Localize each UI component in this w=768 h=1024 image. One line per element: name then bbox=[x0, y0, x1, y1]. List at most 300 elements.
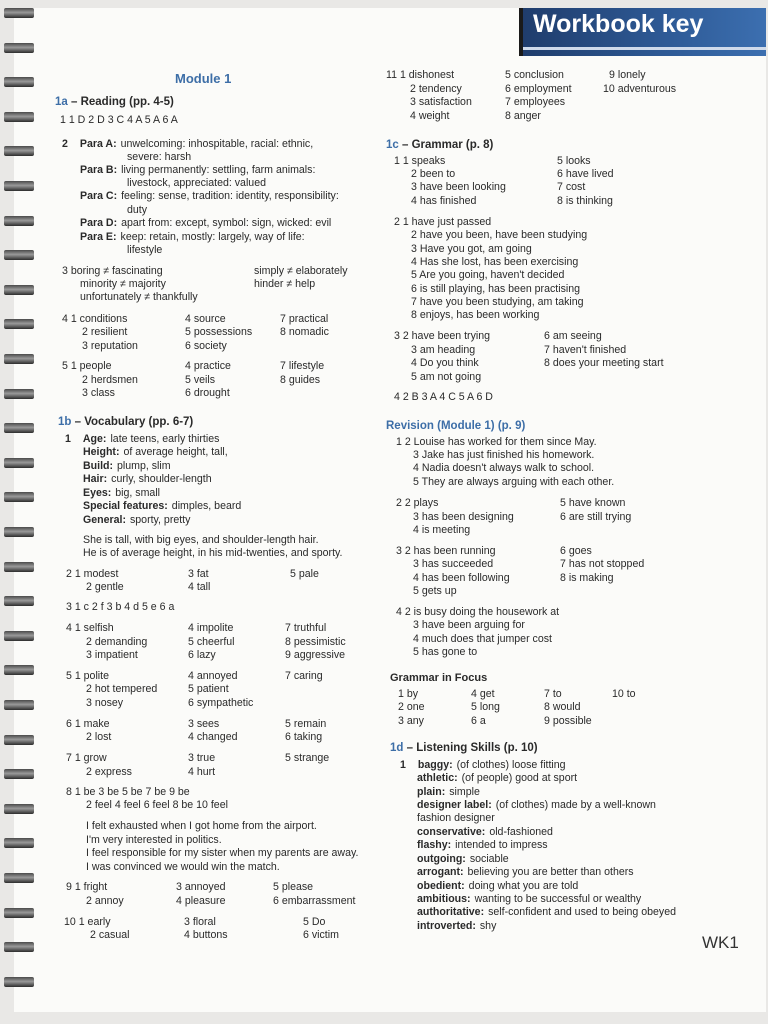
answer-line bbox=[80, 164, 315, 178]
answer-text: wanting to be successful or wealthy bbox=[474, 893, 642, 905]
answer-line bbox=[413, 524, 470, 538]
answer-line bbox=[417, 906, 676, 920]
answer-line bbox=[90, 929, 129, 943]
answer-line bbox=[66, 718, 110, 732]
answer-text: minority ≠ majority bbox=[80, 278, 166, 290]
answer-label: Special features: bbox=[83, 500, 168, 512]
section-heading bbox=[58, 416, 193, 430]
answer-label: ambitious: bbox=[417, 893, 471, 905]
section-title: – Listening Skills (p. 10) bbox=[403, 742, 538, 754]
answer-line bbox=[66, 670, 109, 684]
answer-line bbox=[176, 895, 225, 909]
answer-text: 5 long bbox=[471, 701, 500, 713]
answer-text: 5 has gone to bbox=[413, 646, 478, 658]
answer-text: 10 1 early bbox=[64, 916, 111, 928]
answer-text: 6 have lived bbox=[557, 168, 614, 180]
answer-text: 4 2 B 3 A 4 C 5 A 6 D bbox=[394, 391, 493, 403]
answer-line bbox=[80, 217, 331, 231]
answer-text: feeling: sense, tradition: identity, responsibility: bbox=[121, 190, 339, 202]
answer-line bbox=[471, 688, 495, 702]
answer-line bbox=[127, 244, 162, 258]
answer-label: flashy: bbox=[417, 839, 452, 851]
answer-text: 4 is meeting bbox=[413, 524, 471, 536]
section-heading bbox=[55, 96, 174, 110]
answer-line bbox=[560, 545, 592, 559]
spiral-coil bbox=[4, 700, 34, 710]
answer-text: 4 source bbox=[185, 313, 226, 325]
answer-text: 2 hot tempered bbox=[86, 683, 158, 695]
answer-text: late teens, early thirties bbox=[110, 433, 220, 445]
answer-text: big, small bbox=[115, 487, 161, 499]
answer-text: 5 have known bbox=[560, 497, 626, 509]
answer-text: 3 class bbox=[82, 387, 115, 399]
answer-text: 4 Nadia doesn't always walk to school. bbox=[413, 462, 595, 474]
answer-text: 7 practical bbox=[280, 313, 329, 325]
answer-text: 4 changed bbox=[188, 731, 238, 743]
answer-label: arrogant: bbox=[417, 866, 464, 878]
answer-text: 10 adventurous bbox=[603, 83, 677, 95]
answer-label: authoritative: bbox=[417, 906, 485, 918]
spiral-coil bbox=[4, 458, 34, 468]
answer-label: Age: bbox=[82, 433, 107, 445]
answer-text: 3 am heading bbox=[411, 344, 476, 356]
answer-text: 6 1 make bbox=[66, 718, 110, 730]
answer-text: curly, shoulder-length bbox=[111, 473, 212, 485]
answer-text: 4 buttons bbox=[184, 929, 228, 941]
answer-text: sociable bbox=[469, 853, 509, 865]
spiral-coil bbox=[4, 665, 34, 675]
answer-text: plump, slim bbox=[117, 460, 171, 472]
answer-line bbox=[127, 151, 191, 165]
answer-line bbox=[557, 168, 614, 182]
answer-line bbox=[285, 752, 329, 766]
answer-text: 3 1 c 2 f 3 b 4 d 5 e 6 a bbox=[66, 601, 175, 613]
answer-line bbox=[505, 69, 564, 83]
answer-text: 2 have you been, have been studying bbox=[411, 229, 588, 241]
answer-text: 4 pleasure bbox=[176, 895, 226, 907]
answer-line bbox=[86, 895, 124, 909]
answer-line bbox=[417, 880, 578, 894]
answer-line bbox=[417, 866, 634, 880]
answer-line bbox=[411, 269, 564, 283]
answer-text: 2 casual bbox=[90, 929, 130, 941]
answer-line bbox=[411, 181, 506, 195]
answer-text: 8 anger bbox=[505, 110, 541, 122]
answer-line bbox=[285, 670, 323, 684]
answer-text: 4 get bbox=[471, 688, 495, 700]
answer-text: 3 impatient bbox=[86, 649, 138, 661]
answer-line bbox=[62, 138, 313, 152]
section-code: Revision bbox=[386, 420, 434, 432]
answer-text: intended to impress bbox=[455, 839, 548, 851]
answer-line bbox=[185, 387, 230, 401]
answer-line bbox=[544, 688, 562, 702]
answer-text: (of clothes) made by a well-known bbox=[495, 799, 656, 811]
answer-text: 5 patient bbox=[188, 683, 229, 695]
answer-line bbox=[83, 487, 160, 501]
spiral-coil bbox=[4, 319, 34, 329]
answer-text: dimples, beard bbox=[171, 500, 242, 512]
answer-label: Eyes: bbox=[83, 487, 112, 499]
answer-line bbox=[66, 786, 190, 800]
answer-line bbox=[86, 799, 228, 813]
answer-line bbox=[285, 731, 322, 745]
answer-text: 4 Do you think bbox=[411, 357, 479, 369]
answer-line bbox=[176, 881, 225, 895]
answer-line bbox=[83, 534, 319, 548]
answer-text: 6 a bbox=[471, 715, 486, 727]
answer-line bbox=[285, 649, 345, 663]
answer-text: 8 would bbox=[544, 701, 581, 713]
answer-text: doing what you are told bbox=[468, 880, 579, 892]
answer-text: 5 Are you going, haven't decided bbox=[411, 269, 565, 281]
spiral-coil bbox=[4, 631, 34, 641]
answer-line bbox=[603, 83, 676, 97]
answer-line bbox=[411, 229, 587, 243]
answer-text: 3 have been looking bbox=[411, 181, 506, 193]
answer-line bbox=[188, 649, 216, 663]
answer-text: keep: retain, mostly: largely, way of life: bbox=[120, 231, 305, 243]
answer-text: 7 cost bbox=[557, 181, 586, 193]
answer-line bbox=[411, 344, 475, 358]
answer-label: Para B: bbox=[80, 164, 118, 176]
answer-text: fashion designer bbox=[417, 812, 495, 824]
spiral-coil bbox=[4, 250, 34, 260]
answer-line bbox=[273, 881, 313, 895]
answer-line bbox=[185, 374, 215, 388]
answer-line bbox=[280, 326, 329, 340]
answer-text: 4 1 selfish bbox=[66, 622, 114, 634]
answer-text: 3 fat bbox=[188, 568, 209, 580]
answer-line bbox=[62, 313, 127, 327]
section-code: 1c bbox=[386, 139, 399, 151]
answer-line bbox=[65, 433, 219, 447]
answer-text: 7 haven't finished bbox=[544, 344, 627, 356]
answer-label: introverted: bbox=[417, 920, 476, 932]
answer-text: 4 weight bbox=[410, 110, 450, 122]
answer-line bbox=[303, 929, 339, 943]
spiral-coil bbox=[4, 942, 34, 952]
answer-text: 7 lifestyle bbox=[280, 360, 325, 372]
answer-line bbox=[188, 670, 237, 684]
answer-text: of average height, tall, bbox=[123, 446, 228, 458]
answer-text: 5 am not going bbox=[411, 371, 482, 383]
answer-line bbox=[560, 558, 644, 572]
answer-line bbox=[413, 558, 493, 572]
answer-line bbox=[394, 155, 445, 169]
answer-line bbox=[303, 916, 325, 930]
answer-line bbox=[400, 759, 566, 773]
answer-line bbox=[185, 340, 227, 354]
answer-text: 4 1 conditions bbox=[62, 313, 128, 325]
answer-label: Hair: bbox=[83, 473, 108, 485]
answer-text: 7 caring bbox=[285, 670, 323, 682]
answer-text: 1 by bbox=[398, 688, 419, 700]
answer-text: 4 hurt bbox=[188, 766, 216, 778]
exercise-number: 2 bbox=[62, 138, 68, 150]
answer-text: 7 truthful bbox=[285, 622, 327, 634]
answer-line bbox=[185, 313, 226, 327]
answer-text: 8 guides bbox=[280, 374, 321, 386]
answer-text: 2 2 plays bbox=[396, 497, 439, 509]
answer-label: Height: bbox=[83, 446, 120, 458]
answer-text: 2 demanding bbox=[86, 636, 148, 648]
answer-line bbox=[280, 374, 320, 388]
answer-line bbox=[82, 326, 127, 340]
answer-label: athletic: bbox=[417, 772, 458, 784]
answer-text: 3 any bbox=[398, 715, 424, 727]
spiral-coil bbox=[4, 112, 34, 122]
answer-label: Build: bbox=[83, 460, 114, 472]
answer-text: 8 is making bbox=[560, 572, 614, 584]
answer-text: simply ≠ elaborately bbox=[254, 265, 348, 277]
answer-text: believing you are better than others bbox=[467, 866, 634, 878]
spiral-coil bbox=[4, 8, 34, 18]
answer-line bbox=[398, 688, 418, 702]
answer-text: 5 please bbox=[273, 881, 314, 893]
answer-text: 2 been to bbox=[411, 168, 456, 180]
answer-text: 6 sympathetic bbox=[188, 697, 254, 709]
answer-line bbox=[560, 497, 625, 511]
answer-line bbox=[86, 847, 358, 861]
answer-text: She is tall, with big eyes, and shoulder-length hair. bbox=[83, 534, 319, 546]
section-title: (Module 1) (p. 9) bbox=[433, 420, 526, 432]
answer-line bbox=[80, 291, 198, 305]
answer-line bbox=[609, 69, 646, 83]
answer-label: Para C: bbox=[80, 190, 118, 202]
answer-text: 6 victim bbox=[303, 929, 339, 941]
answer-line bbox=[66, 601, 174, 615]
answer-text: 6 am seeing bbox=[544, 330, 602, 342]
spiral-binding bbox=[0, 0, 36, 1024]
answer-text: 6 embarrassment bbox=[273, 895, 356, 907]
answer-text: 5 looks bbox=[557, 155, 591, 167]
answer-line bbox=[66, 568, 118, 582]
answer-line bbox=[80, 231, 305, 245]
answer-text: 2 feel 4 feel 6 feel 8 be 10 feel bbox=[86, 799, 228, 811]
spiral-coil bbox=[4, 285, 34, 295]
answer-text: 8 enjoys, has been working bbox=[411, 309, 540, 321]
answer-line bbox=[417, 839, 548, 853]
answer-text: He is of average height, in his mid-twenties, and sporty. bbox=[83, 547, 343, 559]
module-heading: Module 1 bbox=[175, 71, 232, 86]
answer-text: severe: harsh bbox=[127, 151, 192, 163]
answer-line bbox=[184, 916, 216, 930]
spiral-coil bbox=[4, 596, 34, 606]
section-title: – Vocabulary (pp. 6-7) bbox=[71, 416, 194, 428]
answer-line bbox=[413, 619, 525, 633]
answer-text: 6 are still trying bbox=[560, 511, 632, 523]
answer-text: 6 drought bbox=[185, 387, 230, 399]
answer-text: 4 practice bbox=[185, 360, 231, 372]
answer-line bbox=[410, 83, 462, 97]
answer-line bbox=[188, 731, 237, 745]
answer-text: 6 goes bbox=[560, 545, 592, 557]
answer-line bbox=[86, 649, 138, 663]
answer-text: simple bbox=[449, 786, 480, 798]
answer-line bbox=[398, 701, 425, 715]
answer-text: (of clothes) loose fitting bbox=[456, 759, 566, 771]
answer-line bbox=[60, 114, 178, 128]
answer-line bbox=[127, 204, 147, 218]
spiral-coil bbox=[4, 908, 34, 918]
answer-label: baggy: bbox=[417, 759, 453, 771]
answer-text: 3 annoyed bbox=[176, 881, 226, 893]
section-title: – Grammar (p. 8) bbox=[398, 139, 494, 151]
answer-text: 6 society bbox=[185, 340, 227, 352]
answer-text: 7 employees bbox=[505, 96, 566, 108]
answer-line bbox=[280, 360, 324, 374]
answer-line bbox=[411, 283, 580, 297]
answer-text: I feel responsible for my sister when my parents are away. bbox=[86, 847, 359, 859]
spiral-coil bbox=[4, 562, 34, 572]
answer-line bbox=[417, 853, 509, 867]
answer-text: 7 1 grow bbox=[66, 752, 107, 764]
answer-text: unwelcoming: inhospitable, racial: ethnic, bbox=[120, 138, 314, 150]
header-banner bbox=[519, 8, 766, 56]
answer-text: 5 possessions bbox=[185, 326, 253, 338]
answer-label: designer label: bbox=[417, 799, 492, 811]
answer-line bbox=[86, 581, 124, 595]
section-title: – Reading (pp. 4-5) bbox=[67, 96, 174, 108]
spiral-coil bbox=[4, 527, 34, 537]
answer-line bbox=[83, 547, 342, 561]
answer-line bbox=[612, 688, 636, 702]
answer-text: (of people) good at sport bbox=[461, 772, 578, 784]
answer-line bbox=[86, 820, 317, 834]
answer-text: 6 is still playing, has been practising bbox=[411, 283, 581, 295]
answer-text: 2 lost bbox=[86, 731, 112, 743]
answer-line bbox=[185, 326, 252, 340]
answer-line bbox=[83, 460, 171, 474]
answer-text: 6 taking bbox=[285, 731, 323, 743]
answer-text: 1 1 speaks bbox=[394, 155, 446, 167]
answer-text: 4 2 is busy doing the housework at bbox=[396, 606, 560, 618]
answer-text: 8 1 be 3 be 5 be 7 be 9 be bbox=[66, 786, 190, 798]
answer-line bbox=[83, 500, 241, 514]
answer-line bbox=[82, 340, 138, 354]
answer-line bbox=[86, 636, 147, 650]
answer-line bbox=[411, 168, 455, 182]
answer-line bbox=[413, 572, 510, 586]
answer-text: old-fashioned bbox=[489, 826, 553, 838]
answer-text: 7 has not stopped bbox=[560, 558, 645, 570]
answer-line bbox=[396, 545, 496, 559]
answer-line bbox=[188, 752, 215, 766]
answer-line bbox=[80, 190, 339, 204]
answer-text: 3 2 have been trying bbox=[394, 330, 491, 342]
spiral-coil bbox=[4, 735, 34, 745]
exercise-number: 1 bbox=[65, 433, 71, 445]
answer-text: 8 nomadic bbox=[280, 326, 329, 338]
answer-label: Para A: bbox=[79, 138, 117, 150]
spiral-coil bbox=[4, 492, 34, 502]
answer-text: 5 remain bbox=[285, 718, 327, 730]
answer-text: 5 conclusion bbox=[505, 69, 564, 81]
answer-text: 8 is thinking bbox=[557, 195, 613, 207]
answer-text: 3 true bbox=[188, 752, 216, 764]
spiral-coil bbox=[4, 977, 34, 987]
answer-line bbox=[62, 360, 111, 374]
page-title: Workbook key bbox=[533, 10, 704, 38]
spiral-coil bbox=[4, 181, 34, 191]
answer-text: 3 2 has been running bbox=[396, 545, 496, 557]
spiral-coil bbox=[4, 804, 34, 814]
spiral-coil bbox=[4, 43, 34, 53]
answer-line bbox=[471, 701, 500, 715]
answer-text: 5 cheerful bbox=[188, 636, 235, 648]
spiral-coil bbox=[4, 77, 34, 87]
answer-line bbox=[188, 568, 209, 582]
answer-line bbox=[557, 181, 585, 195]
section-code: 1d bbox=[390, 742, 404, 754]
answer-text: self-confident and used to being obeyed bbox=[488, 906, 676, 918]
answer-line bbox=[544, 701, 581, 715]
spiral-coil bbox=[4, 873, 34, 883]
answer-text: 3 satisfaction bbox=[410, 96, 472, 108]
answer-text: 2 gentle bbox=[86, 581, 124, 593]
answer-text: 5 strange bbox=[285, 752, 330, 764]
answer-text: duty bbox=[127, 204, 148, 216]
section-heading bbox=[386, 420, 525, 434]
answer-line bbox=[471, 715, 486, 729]
spiral-coil bbox=[4, 146, 34, 156]
answer-text: 7 have you been studying, am taking bbox=[411, 296, 584, 308]
answer-text: 9 lonely bbox=[609, 69, 646, 81]
spiral-coil bbox=[4, 389, 34, 399]
section-heading bbox=[386, 139, 493, 153]
answer-text: 9 possible bbox=[544, 715, 592, 727]
answer-text: 2 resilient bbox=[82, 326, 128, 338]
answer-line bbox=[86, 834, 222, 848]
answer-line bbox=[544, 715, 592, 729]
answer-line bbox=[557, 195, 613, 209]
answer-text: apart from: except, symbol: sign, wicked: evil bbox=[121, 217, 332, 229]
answer-line bbox=[254, 265, 348, 279]
answer-label: plain: bbox=[417, 786, 446, 798]
answer-line bbox=[185, 360, 231, 374]
answer-text: 11 1 dishonest bbox=[386, 69, 455, 81]
answer-text: 4 much does that jumper cost bbox=[413, 633, 552, 645]
answer-line bbox=[66, 881, 107, 895]
section-code: 1a bbox=[55, 96, 68, 108]
answer-line bbox=[285, 622, 326, 636]
answer-text: 2 annoy bbox=[86, 895, 124, 907]
answer-text: 2 1 modest bbox=[66, 568, 119, 580]
answer-line bbox=[417, 826, 553, 840]
answer-line bbox=[188, 697, 253, 711]
section-heading: Grammar in Focus bbox=[390, 672, 488, 684]
answer-line bbox=[66, 752, 107, 766]
answer-text: 6 lazy bbox=[188, 649, 216, 661]
answer-text: I was convinced we would win the match. bbox=[86, 861, 280, 873]
answer-text: 7 to bbox=[544, 688, 562, 700]
spiral-coil bbox=[4, 354, 34, 364]
answer-text: 5 1 people bbox=[62, 360, 112, 372]
answer-label: outgoing: bbox=[417, 853, 466, 865]
answer-line bbox=[413, 462, 594, 476]
answer-line bbox=[413, 449, 594, 463]
answer-line bbox=[66, 622, 114, 636]
answer-text: lifestyle bbox=[127, 244, 163, 256]
answer-line bbox=[411, 256, 578, 270]
answer-text: 2 herdsmen bbox=[82, 374, 138, 386]
answer-line bbox=[417, 893, 641, 907]
answer-line bbox=[386, 69, 454, 83]
answer-line bbox=[417, 799, 656, 813]
answer-line bbox=[83, 473, 212, 487]
answer-text: 3 nosey bbox=[86, 697, 124, 709]
